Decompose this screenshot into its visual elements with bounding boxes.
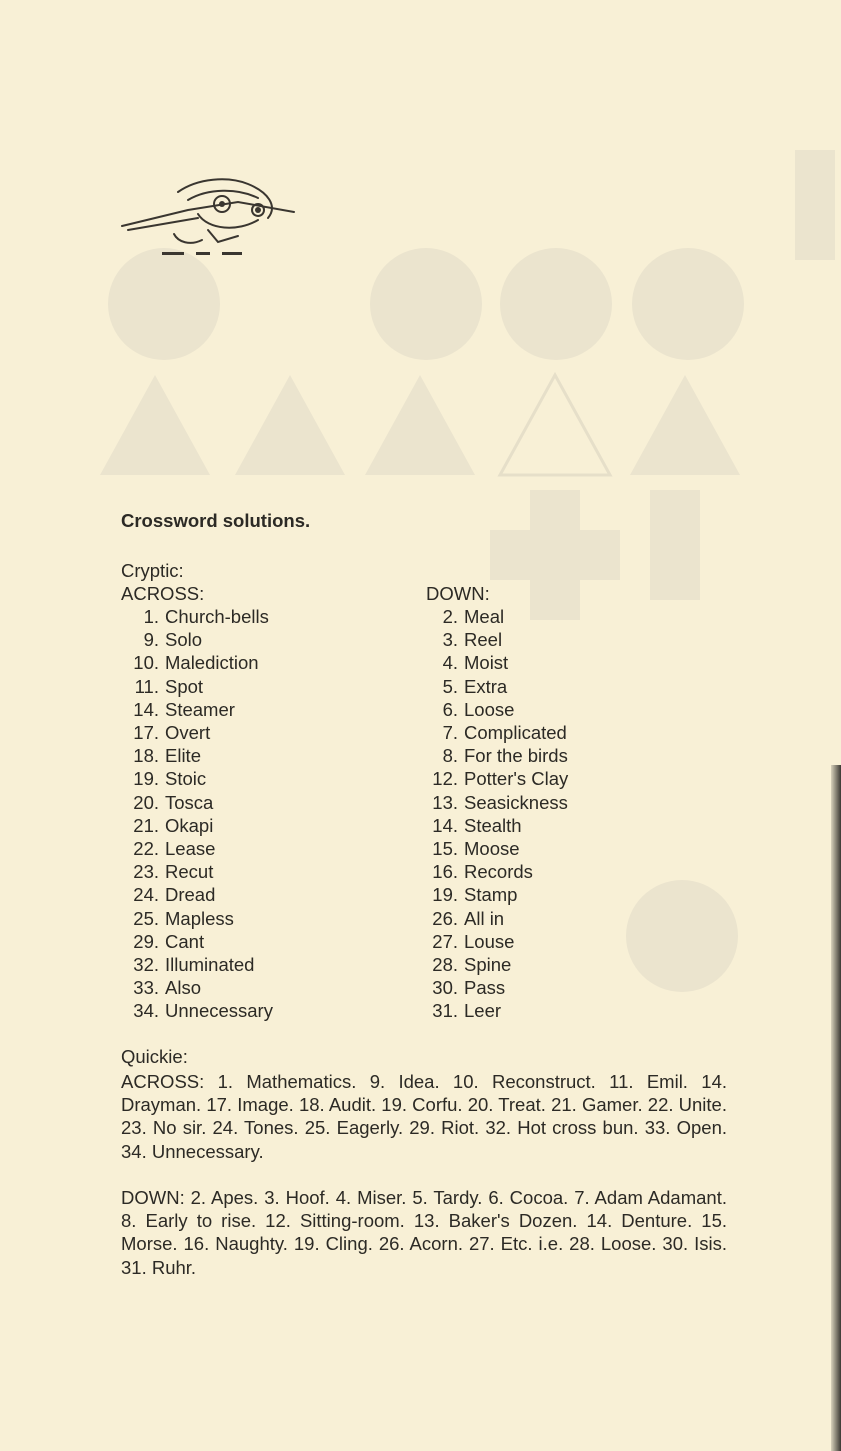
clue-row	[121, 999, 273, 1022]
clue-number: 22.	[133, 838, 159, 860]
clue-answer: Tosca	[165, 791, 214, 813]
clue-number: 12.	[432, 768, 458, 790]
clue-number: 28.	[432, 954, 458, 976]
clue-number: 1.	[143, 606, 159, 627]
clue-answer: Loose	[464, 698, 515, 720]
clue-row	[420, 744, 568, 767]
clue-row	[121, 883, 273, 906]
clue-answer: Stoic	[165, 768, 207, 790]
bg-circle	[626, 880, 738, 992]
clue-row	[121, 605, 273, 628]
clue-answer: Malediction	[165, 652, 259, 674]
clue-answer: Church-bells	[165, 606, 269, 627]
clue-answer: Lease	[165, 838, 216, 860]
clue-answer: Steamer	[165, 698, 235, 720]
clue-row	[420, 860, 568, 883]
clue-row	[420, 814, 568, 837]
clue-row	[121, 675, 273, 698]
clue-answer: Unnecessary	[165, 1000, 273, 1022]
clue-answer: Illuminated	[165, 954, 255, 976]
clue-row	[121, 698, 273, 721]
clue-number: 26.	[432, 907, 458, 929]
clue-row	[121, 767, 273, 790]
clue-number: 14.	[133, 698, 159, 720]
clue-row	[121, 860, 273, 883]
clue-number: 6.	[442, 698, 458, 720]
clue-answer: Mapless	[165, 907, 234, 929]
bg-circle	[632, 248, 744, 360]
cryptic-down-list	[420, 605, 568, 1023]
clue-number: 5.	[442, 675, 458, 697]
clue-answer: Okapi	[165, 814, 214, 836]
clue-row	[121, 744, 273, 767]
clue-answer: Spine	[464, 954, 512, 976]
clue-answer: Meal	[464, 606, 505, 627]
clue-row	[121, 976, 273, 999]
clue-answer: Solo	[165, 629, 203, 651]
clue-row	[420, 976, 568, 999]
clue-answer: Extra	[464, 675, 508, 697]
clue-number: 9.	[143, 629, 159, 651]
clue-number: 19.	[432, 884, 458, 906]
clue-number: 19.	[133, 768, 159, 790]
bg-triangles	[100, 370, 760, 480]
clue-number: 18.	[133, 745, 159, 767]
clue-number: 3.	[442, 629, 458, 651]
clue-row	[420, 837, 568, 860]
clue-number: 14.	[432, 814, 458, 836]
clue-answer: Recut	[165, 861, 214, 883]
bg-cross	[490, 530, 620, 580]
clue-row	[420, 930, 568, 953]
clue-row	[420, 883, 568, 906]
flying-machine-logo-icon	[118, 170, 298, 262]
quickie-down-text: DOWN: 2. Apes. 3. Hoof. 4. Miser. 5. Tardy. 6. Cocoa. 7. Adam Adamant. 8. Early to rise. 12. Sitting-room. 13. Baker's Dozen. 14. Denture. 15. Morse. 16. Naughty. 19. Cling. 26. Acorn. 27. Etc. i.e. 28. Loose. 30. Isis. 31. Ruhr.	[121, 1187, 727, 1278]
clue-answer: All in	[464, 907, 505, 929]
clue-number: 29.	[133, 930, 159, 952]
clue-answer: For the birds	[464, 745, 568, 767]
clue-answer: Overt	[165, 722, 211, 744]
clue-answer: Dread	[165, 884, 216, 906]
clue-row	[420, 721, 568, 744]
clue-number: 10.	[133, 652, 159, 674]
bg-circle	[108, 248, 220, 360]
clue-answer: Louse	[464, 930, 515, 952]
clue-row	[420, 651, 568, 674]
clue-number: 7.	[442, 722, 458, 744]
clue-number: 25.	[133, 907, 159, 929]
clue-number: 11.	[134, 675, 159, 697]
clue-number: 4.	[442, 652, 458, 674]
cryptic-across-label: ACROSS:	[121, 583, 205, 604]
clue-answer: Leer	[464, 1000, 502, 1022]
clue-row	[121, 814, 273, 837]
clue-row	[121, 930, 273, 953]
clue-answer: Potter's Clay	[464, 768, 569, 790]
clue-answer: Stamp	[464, 884, 518, 906]
clue-answer: Complicated	[464, 722, 567, 744]
clue-number: 13.	[432, 791, 458, 813]
cryptic-down-label: DOWN:	[426, 583, 490, 604]
clue-number: 21.	[133, 814, 159, 836]
quickie-label: Quickie:	[121, 1046, 188, 1067]
clue-number: 34.	[133, 1000, 159, 1022]
clue-row	[420, 675, 568, 698]
page-edge-shadow	[831, 765, 841, 1451]
clue-row	[420, 907, 568, 930]
clue-number: 33.	[133, 977, 159, 999]
clue-answer: Moose	[464, 838, 520, 860]
page-title: Crossword solutions.	[121, 510, 311, 531]
clue-row	[420, 953, 568, 976]
clue-number: 15.	[432, 838, 458, 860]
clue-number: 30.	[432, 977, 458, 999]
clue-answer: Also	[165, 977, 201, 999]
clue-row	[121, 791, 273, 814]
clue-row	[420, 605, 568, 628]
clue-answer: Elite	[165, 745, 201, 767]
clue-row	[121, 721, 273, 744]
clue-answer: Pass	[464, 977, 506, 999]
clue-number: 16.	[432, 861, 458, 883]
cryptic-label: Cryptic:	[121, 560, 184, 581]
clue-row	[121, 837, 273, 860]
clue-answer: Moist	[464, 652, 509, 674]
clue-number: 27.	[432, 930, 458, 952]
clue-number: 2.	[442, 606, 458, 627]
bg-circle	[370, 248, 482, 360]
clue-answer: Stealth	[464, 814, 522, 836]
clue-number: 32.	[133, 954, 159, 976]
clue-answer: Records	[464, 861, 533, 883]
clue-number: 20.	[133, 791, 159, 813]
clue-row	[121, 628, 273, 651]
clue-row	[121, 651, 273, 674]
clue-answer: Spot	[165, 675, 204, 697]
clue-answer: Cant	[165, 930, 205, 952]
clue-row	[121, 907, 273, 930]
bg-circle	[500, 248, 612, 360]
clue-number: 17.	[133, 722, 159, 744]
clue-answer: Reel	[464, 629, 503, 651]
clue-number: 8.	[442, 745, 458, 767]
clue-number: 24.	[133, 884, 159, 906]
cryptic-across-list	[121, 605, 273, 1023]
bg-block	[795, 150, 835, 260]
quickie-across-text: ACROSS: 1. Mathematics. 9. Idea. 10. Reconstruct. 11. Emil. 14. Drayman. 17. Image. 18. Audit. 19. Corfu. 20. Treat. 21. Gamer. 22. Unite. 23. No sir. 24. Tones. 25. Eagerly. 29. Riot. 32. Hot cross bun. 33. Open. 34. Unnecessary.	[121, 1071, 727, 1162]
clue-row	[420, 999, 568, 1022]
clue-row	[420, 767, 568, 790]
clue-row	[420, 791, 568, 814]
bg-cross	[650, 490, 700, 600]
clue-answer: Seasickness	[464, 791, 568, 813]
clue-number: 31.	[432, 1000, 458, 1022]
clue-row	[121, 953, 273, 976]
clue-row	[420, 698, 568, 721]
clue-row	[420, 628, 568, 651]
clue-number: 23.	[133, 861, 159, 883]
